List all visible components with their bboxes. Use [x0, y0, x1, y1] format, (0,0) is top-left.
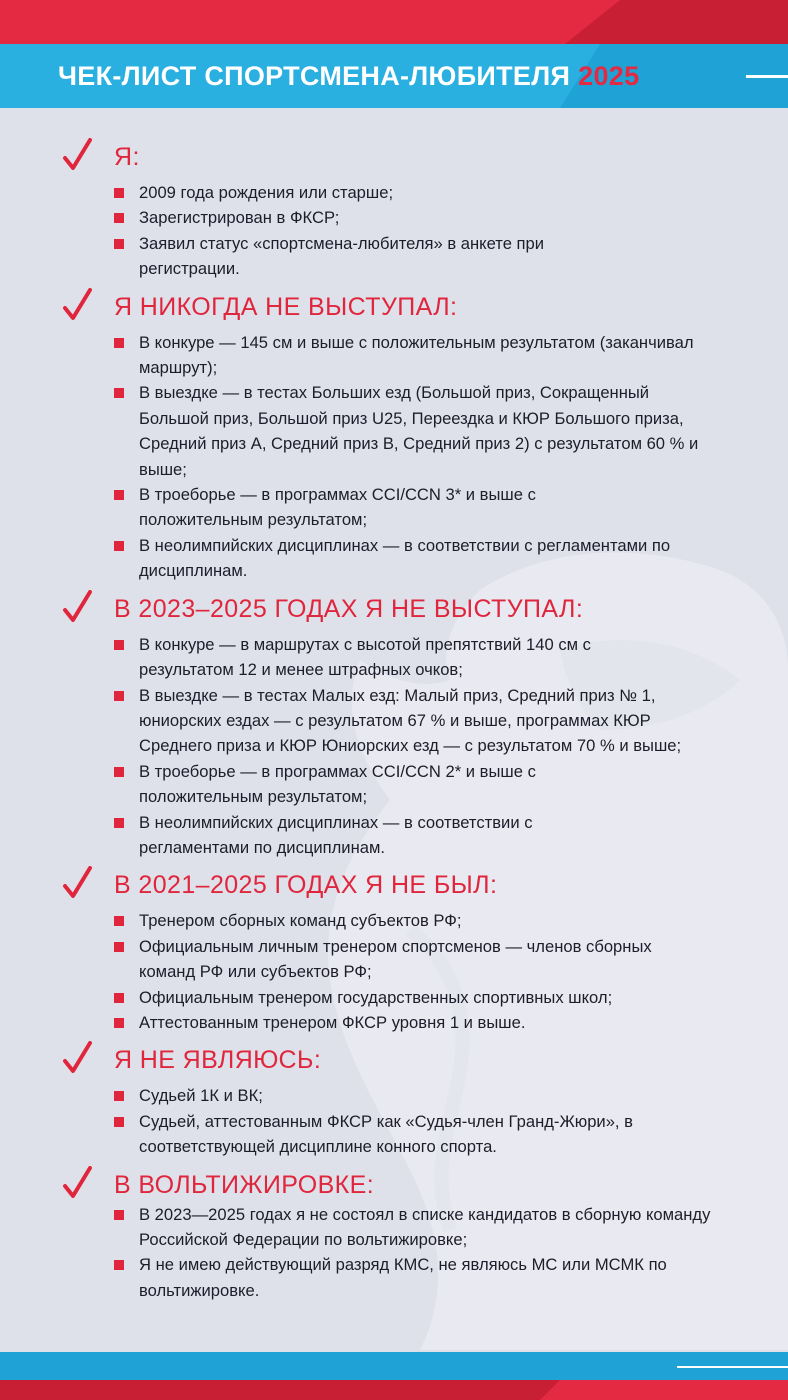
bullet-square-icon: [114, 640, 124, 650]
list-item: [114, 180, 788, 205]
section-items: [114, 632, 788, 861]
section-title: Я НЕ ЯВЛЯЮСЬ:: [114, 1046, 322, 1075]
page-title-text: ЧЕК-ЛИСТ СПОРТСМЕНА-ЛЮБИТЕЛЯ: [58, 61, 571, 91]
list-item-text: В неолимпийских дисциплинах — в соответствии с регламентами по дисциплинам.: [139, 812, 533, 857]
checkmark-icon: [62, 866, 92, 900]
list-item-text: В выездке — в тестах Малых езд: Малый приз, Средний приз № 1, юниорских ездах — с результатом 67 % и выше, программах КЮР Среднего приза и КЮР Юниорских езд — с результатом 70 % и выше;: [139, 685, 682, 756]
section-items: [114, 908, 788, 1035]
list-item-text: В конкуре — в маршрутах с высотой препятствий 140 см с результатом 12 и менее штрафных очков;: [139, 634, 591, 680]
bullet-square-icon: [114, 188, 124, 198]
page-title-year: 2025: [578, 61, 640, 91]
list-item: [114, 1252, 764, 1303]
list-item: [114, 1109, 699, 1160]
list-item: [114, 759, 589, 810]
section-title: Я:: [114, 143, 140, 171]
bullet-square-icon: [114, 767, 124, 777]
checkmark-icon: [62, 590, 92, 624]
bullet-square-icon: [114, 541, 124, 551]
list-item-text: Аттестованным тренером ФКСР уровня 1 и выше.: [139, 1012, 526, 1032]
checklist-content: [0, 140, 788, 1303]
list-item-text: Официальным тренером государственных спортивных школ;: [139, 987, 613, 1007]
list-item-text: В выездке — в тестах Больших езд (Большой приз, Сокращенный Большой приз, Большой приз U25, Переездка и КЮР Большого приза, Средний приз А, Средний приз В, Средний приз 2) с результатом 60 % и выше;: [139, 383, 699, 479]
bullet-square-icon: [114, 1091, 124, 1101]
list-item: [114, 908, 788, 933]
list-item: [114, 683, 684, 759]
list-item: [114, 482, 589, 533]
list-item-text: Заявил статус «спортсмена-любителя» в анкете при регистрации.: [139, 233, 545, 279]
section-title: В ВОЛЬТИЖИРОВКЕ:: [114, 1170, 375, 1199]
list-item: [114, 810, 599, 861]
footer-accent-line: [677, 1366, 788, 1368]
checkmark-icon: [62, 138, 92, 172]
bullet-square-icon: [114, 691, 124, 701]
bullet-square-icon: [114, 1018, 124, 1028]
list-item: [114, 205, 788, 230]
list-item-text: Судьей, аттестованным ФКСР как «Судья-член Гранд-Жюри», в соответствующей дисциплине конного спорта.: [139, 1111, 633, 1157]
bullet-square-icon: [114, 1117, 124, 1127]
section-items: [114, 1083, 788, 1159]
bullet-square-icon: [114, 239, 124, 249]
list-item-text: В неолимпийских дисциплинах — в соответствии с регламентами по дисциплинам.: [139, 535, 671, 581]
list-item: [114, 1202, 764, 1253]
list-item: [114, 632, 684, 683]
list-item-text: В троеборье — в программах CCI/CCN 3* и выше с положительным результатом;: [139, 485, 536, 530]
list-item-text: Официальным личным тренером спортсменов — членов сборных команд РФ или субъектов РФ;: [139, 936, 652, 982]
bullet-square-icon: [114, 388, 124, 398]
list-item-text: В конкуре — 145 см и выше с положительным результатом (заканчивал маршрут);: [139, 332, 694, 378]
bullet-square-icon: [114, 818, 124, 828]
section-title: В 2023–2025 ГОДАХ Я НЕ ВЫСТУПАЛ:: [114, 594, 584, 623]
list-item-text: В 2023—2025 годах я не состоял в списке кандидатов в сборную команду Российской Федерации по вольтижировке;: [139, 1204, 711, 1249]
list-item-text: 2009 года рождения или старше;: [139, 183, 394, 202]
section-items: [114, 330, 788, 584]
section-2021-2025: [0, 868, 788, 1035]
section-vaulting: [0, 1168, 788, 1304]
section-never-competed: [0, 290, 788, 584]
bullet-square-icon: [114, 1260, 124, 1270]
list-item-text: В троеборье — в программах CCI/CCN 2* и выше с положительным результатом;: [139, 761, 536, 807]
list-item: [114, 380, 699, 482]
bullet-square-icon: [114, 916, 124, 926]
checkmark-icon: [62, 1041, 92, 1075]
checkmark-icon: [62, 1166, 92, 1200]
list-item-text: Судьей 1К и ВК;: [139, 1086, 263, 1106]
bullet-square-icon: [114, 1210, 124, 1220]
section-2023-2025: [0, 592, 788, 861]
section-not-judge: [0, 1043, 788, 1159]
list-item: [114, 533, 759, 584]
bullet-square-icon: [114, 213, 124, 223]
header-accent-line: [746, 75, 788, 78]
section-title: В 2021–2025 ГОДАХ Я НЕ БЫЛ:: [114, 871, 498, 900]
section-items: [114, 1202, 788, 1304]
list-item-text: Зарегистрирован в ФКСР;: [139, 208, 340, 228]
footer-band: [0, 1352, 788, 1400]
bullet-square-icon: [114, 338, 124, 348]
list-item: [114, 231, 579, 282]
bullet-square-icon: [114, 993, 124, 1003]
list-item-text: Я не имею действующий разряд КМС, не являюсь МС или МСМК по вольтижировке.: [139, 1255, 667, 1300]
list-item: [114, 1010, 788, 1035]
checkmark-icon: [62, 288, 92, 322]
bullet-square-icon: [114, 490, 124, 500]
list-item: [114, 330, 699, 381]
list-item: [114, 1083, 788, 1108]
section-items: [114, 180, 788, 282]
bullet-square-icon: [114, 942, 124, 952]
list-item: [114, 934, 659, 985]
section-personal: [0, 140, 788, 282]
list-item-text: Тренером сборных команд субъектов РФ;: [139, 911, 462, 931]
section-title: Я НИКОГДА НЕ ВЫСТУПАЛ:: [114, 292, 458, 321]
page-title: [58, 56, 639, 96]
list-item: [114, 985, 788, 1010]
header-red-stripe: [0, 0, 788, 48]
